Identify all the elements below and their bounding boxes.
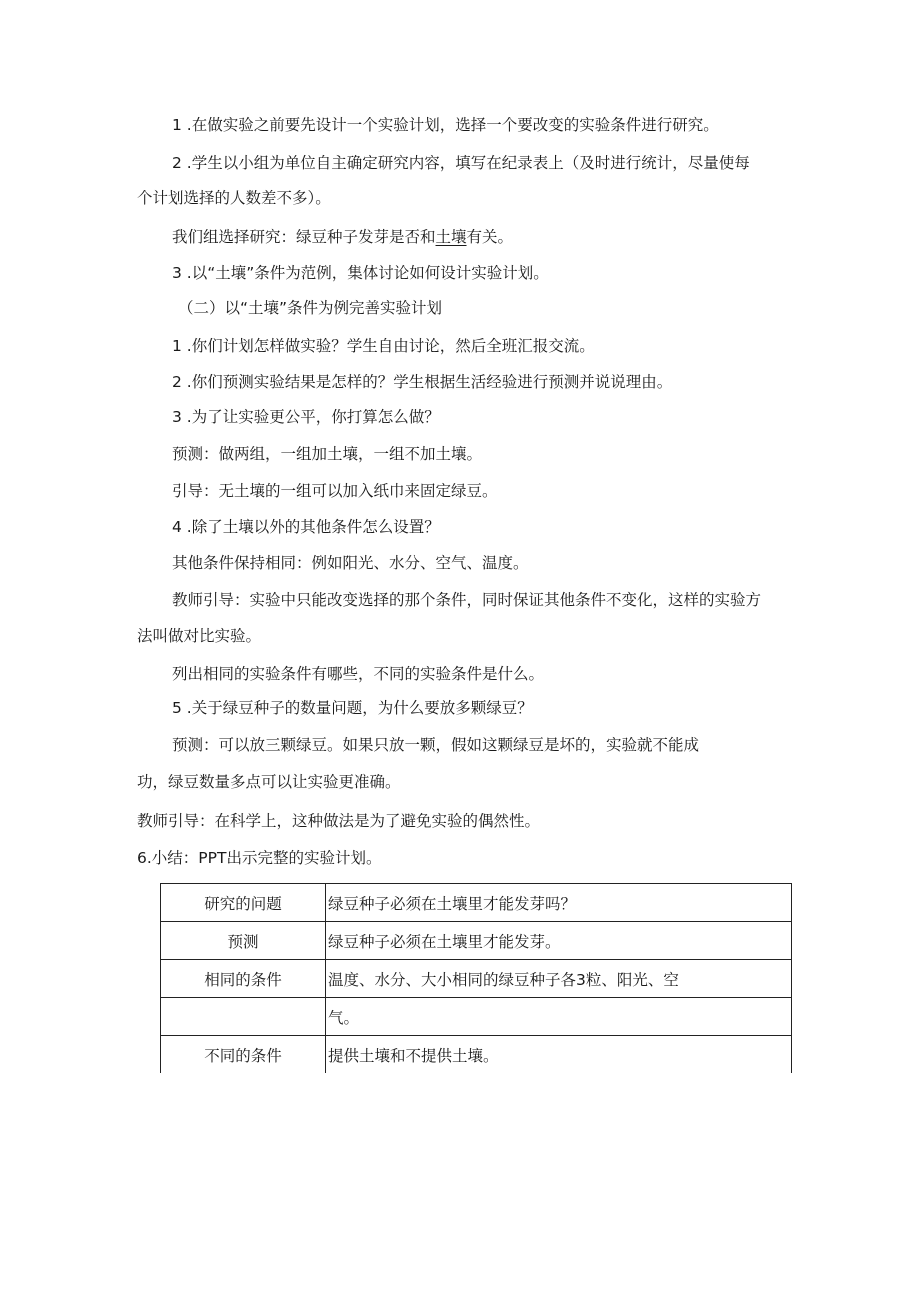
question-4: 4 .除了土壤以外的其他条件怎么设置？ xyxy=(172,518,440,536)
paragraph-step-1: 1 .在做实验之前要先设计一个实验计划，选择一个要改变的实验条件进行研究。 xyxy=(172,116,719,134)
same-conditions-note: 其他条件保持相同：例如阳光、水分、空气、温度。 xyxy=(172,554,529,572)
summary-line: 6.小结：PPT出示完整的实验计划。 xyxy=(137,849,382,867)
underlined-soil: 土壤 xyxy=(435,228,467,246)
section-heading-2: （二）以“土壤”条件为例完善实验计划 xyxy=(178,299,443,317)
row-value: 绿豆种子必须在土壤里才能发芽吗？ xyxy=(326,884,792,922)
table-row xyxy=(161,922,792,960)
teacher-guidance-1-cont: 法叫做对比实验。 xyxy=(137,627,262,645)
row-value: 绿豆种子必须在土壤里才能发芽。 xyxy=(326,922,792,960)
row-label: 预测 xyxy=(161,922,326,960)
experiment-plan-table xyxy=(160,883,792,1073)
prediction-2: 预测：可以放三颗绿豆。如果只放一颗，假如这颗绿豆是坏的，实验就不能成 xyxy=(172,736,700,754)
row-label: 研究的问题 xyxy=(161,884,326,922)
table-row xyxy=(161,1036,792,1074)
row-label: 相同的条件 xyxy=(161,960,326,998)
question-5: 5 .关于绿豆种子的数量问题，为什么要放多颗绿豆？ xyxy=(172,699,533,717)
paragraph-step-2-cont: 个计划选择的人数差不多）。 xyxy=(137,189,331,207)
question-2: 2 .你们预测实验结果是怎样的？学生根据生活经验进行预测并说说理由。 xyxy=(172,373,673,391)
paragraph-step-2: 2 .学生以小组为单位自主确定研究内容，填写在纪录表上（及时进行统计，尽量使每 xyxy=(172,154,750,172)
row-value: 气。 xyxy=(326,998,792,1036)
question-1: 1 .你们计划怎样做实验？学生自由讨论，然后全班汇报交流。 xyxy=(172,337,595,355)
row-label xyxy=(161,998,326,1036)
row-label: 不同的条件 xyxy=(161,1036,326,1074)
row-value: 温度、水分、大小相同的绿豆种子各3粒、阳光、空 xyxy=(326,960,792,998)
paragraph-group-choice: 我们组选择研究：绿豆种子发芽是否和土壤有关。 xyxy=(172,228,514,246)
teacher-guidance-1: 教师引导：实验中只能改变选择的那个条件，同时保证其他条件不变化，这样的实验方 xyxy=(172,591,762,609)
table-row xyxy=(161,960,792,998)
question-3: 3 .为了让实验更公平，你打算怎么做？ xyxy=(172,408,440,426)
paragraph-step-3: 3 .以“土壤”条件为范例，集体讨论如何设计实验计划。 xyxy=(172,264,549,282)
prediction-1: 预测：做两组，一组加土壤，一组不加土壤。 xyxy=(172,445,483,463)
row-value: 提供土壤和不提供土壤。 xyxy=(326,1036,792,1074)
table-row xyxy=(161,884,792,922)
prediction-2-cont: 功，绿豆数量多点可以让实验更准确。 xyxy=(137,773,401,791)
list-conditions: 列出相同的实验条件有哪些，不同的实验条件是什么。 xyxy=(172,665,545,683)
teacher-guidance-2: 教师引导：在科学上，这种做法是为了避免实验的偶然性。 xyxy=(137,812,541,830)
guidance-1: 引导：无土壤的一组可以加入纸巾来固定绿豆。 xyxy=(172,482,498,500)
table-row xyxy=(161,998,792,1036)
